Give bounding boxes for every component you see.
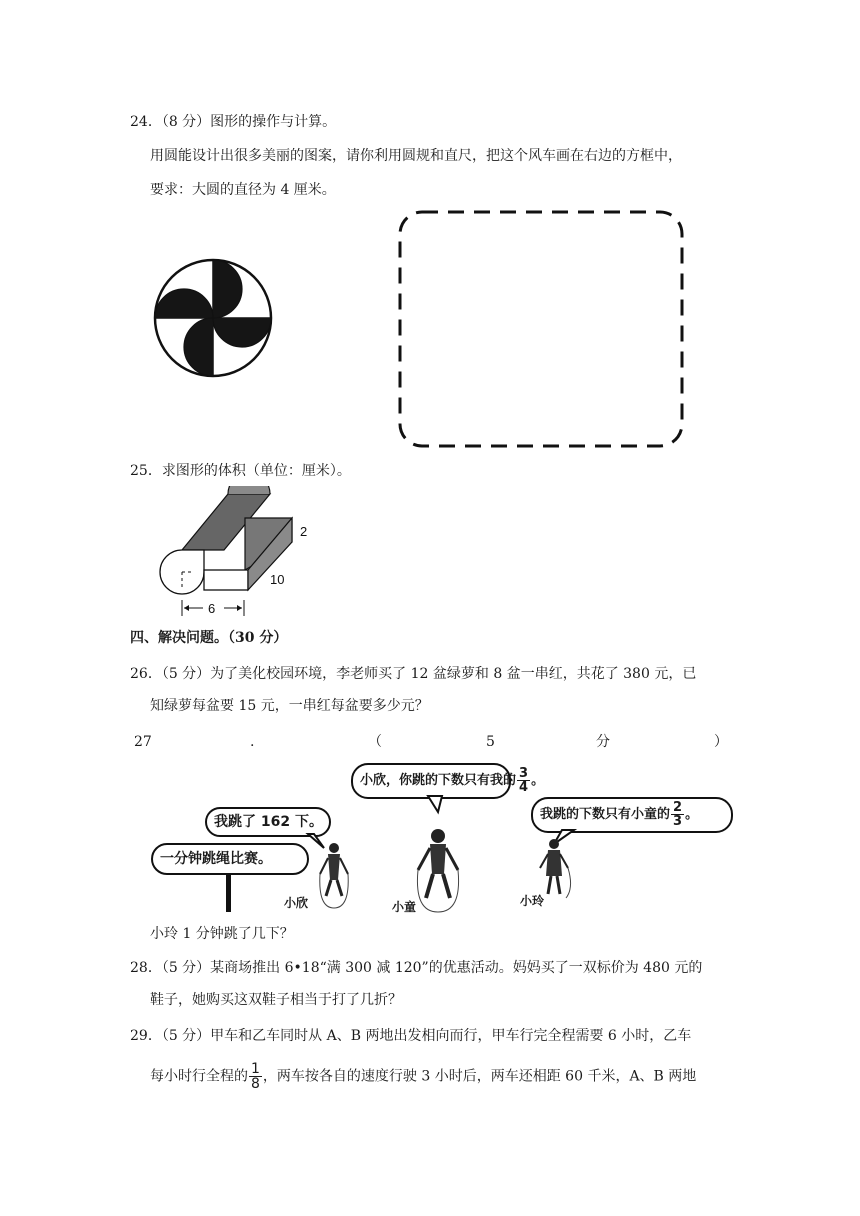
q29-line2 <box>150 1062 696 1091</box>
frac-num: 3 <box>519 766 529 781</box>
dim-height-label: 2 <box>300 524 308 539</box>
volume-figure <box>148 486 316 622</box>
section4-title: 四、解决问题。（30 分） <box>130 630 288 646</box>
q24-line2: 要求：大圆的直径为 4 厘米。 <box>150 182 336 198</box>
bubble-xin-text: 我跳了 162 下。 <box>214 814 323 830</box>
q27-score: 5 <box>486 734 495 750</box>
q29-line2-post: ，两车按各自的速度行驶 3 小时后，两车还相距 60 千米，A、B 两地 <box>262 1068 697 1085</box>
drawing-frame[interactable] <box>396 208 690 454</box>
q29-line2-pre: 每小时行全程的 <box>150 1068 248 1085</box>
dim-width-label: 6 <box>208 601 216 616</box>
q24-title: 24．（8 分）图形的操作与计算。 <box>130 114 337 130</box>
frac-den: 3 <box>673 814 683 829</box>
q28-line2: 鞋子，她购买这双鞋子相当于打了几折？ <box>150 992 402 1008</box>
q29-line1: 29．（5 分）甲车和乙车同时从 A、B 两地出发相向而行，甲车行完全程需要 6 小时，乙车 <box>130 1028 692 1044</box>
q24-line1: 用圆能设计出很多美丽的图案，请你利用圆规和直尺，把这个风车画在右边的方框中， <box>150 148 682 164</box>
q25-title: 25．求图形的体积（单位：厘米）。 <box>130 463 351 479</box>
bubble-tong-text <box>360 766 544 796</box>
frac-num: 2 <box>673 800 683 815</box>
q27-fen: 分 <box>596 734 610 750</box>
bubble-ling-post: 。 <box>685 807 699 822</box>
q26-line1: 26．（5 分）为了美化校园环境，李老师买了 12 盆绿萝和 8 盆一串红，共花了 380 元，已 <box>130 666 697 682</box>
q27-lparen: （ <box>368 734 382 750</box>
name-xin: 小欣 <box>284 896 309 910</box>
name-ling: 小玲 <box>520 894 545 908</box>
q27-rparen: ） <box>714 734 728 750</box>
fraction-three-quarters <box>517 767 530 794</box>
q27-number: 27 <box>134 734 152 750</box>
dim-length-label: 10 <box>270 572 285 587</box>
pinwheel-figure <box>150 212 280 452</box>
frac-den: 4 <box>519 780 529 795</box>
bubble-tong-post: 。 <box>531 773 545 788</box>
q27-dot: . <box>250 734 255 750</box>
frac-num: 1 <box>251 1061 260 1077</box>
bubble-ling-text <box>540 800 698 830</box>
q27-question: 小玲 1 分钟跳了几下？ <box>150 926 294 942</box>
q26-line2: 知绿萝每盆要 15 元，一串红每盆要多少元？ <box>150 698 429 714</box>
q28-line1: 28．（5 分）某商场推出 6•18“满 300 减 120”的优惠活动。妈妈买了一双标价为 480 元的 <box>130 960 703 976</box>
name-tong: 小童 <box>392 900 417 914</box>
sign-text: 一分钟跳绳比赛。 <box>160 851 272 867</box>
fraction-two-thirds <box>671 801 684 828</box>
frac-den: 8 <box>251 1076 260 1092</box>
bubble-ling-pre: 我跳的下数只有小童的 <box>540 807 671 822</box>
fraction-one-eighth <box>249 1062 262 1091</box>
jump-rope-illustration <box>148 758 734 914</box>
bubble-tong-pre: 小欣，你跳的下数只有我的 <box>360 773 517 788</box>
q27-header <box>134 732 730 752</box>
